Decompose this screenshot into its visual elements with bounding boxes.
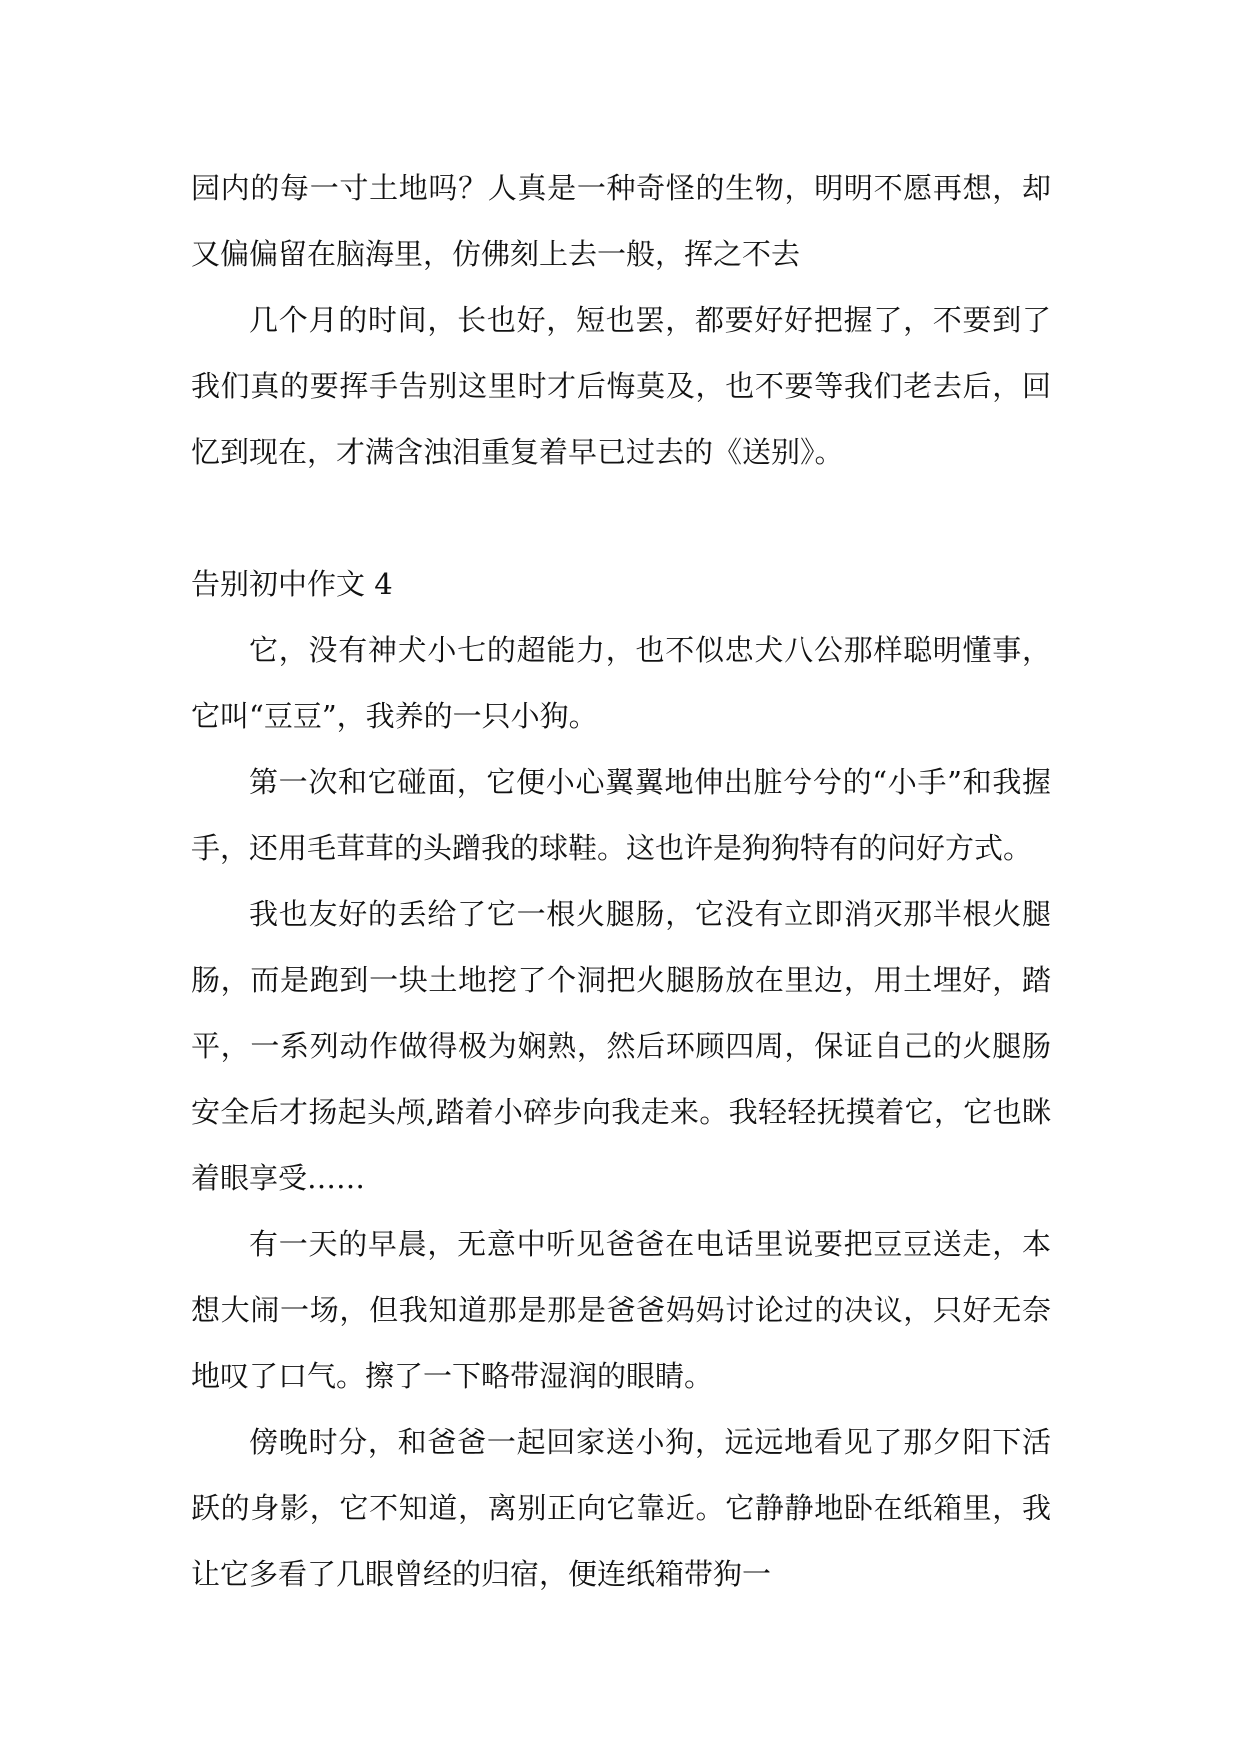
- paragraph: 它，没有神犬小七的超能力，也不似忠犬八公那样聪明懂事，它叫“豆豆”，我养的一只小狗。: [191, 633, 1051, 733]
- paragraph-continuation: 园内的每一寸土地吗？人真是一种奇怪的生物，明明不愿再想，却又偏偏留在脑海里，仿佛刻上去一般，挥之不去: [191, 171, 1051, 271]
- paragraph: 几个月的时间，长也好，短也罢，都要好好把握了，不要到了我们真的要挥手告别这里时才后悔莫及，也不要等我们老去后，回忆到现在，才满含浊泪重复着早已过去的《送别》。: [191, 303, 1051, 469]
- section-title: 告别初中作文 4: [191, 567, 393, 601]
- document-page: [191, 155, 1051, 1607]
- paragraph: 我也友好的丢给了它一根火腿肠，它没有立即消灭那半根火腿肠，而是跑到一块土地挖了个洞把火腿肠放在里边，用土埋好，踏平，一系列动作做得极为娴熟，然后环顾四周，保证自己的火腿肠安全后才扬起头颅,踏着小碎步向我走来。我轻轻抚摸着它，它也眯着眼享受……: [191, 897, 1051, 1195]
- paragraph: 第一次和它碰面，它便小心翼翼地伸出脏兮兮的“小手”和我握手，还用毛茸茸的头蹭我的球鞋。这也许是狗狗特有的问好方式。: [191, 765, 1051, 865]
- paragraph: 傍晚时分，和爸爸一起回家送小狗，远远地看见了那夕阳下活跃的身影，它不知道，离别正向它靠近。它静静地卧在纸箱里，我让它多看了几眼曾经的归宿，便连纸箱带狗一: [191, 1425, 1051, 1591]
- paragraph: 有一天的早晨，无意中听见爸爸在电话里说要把豆豆送走，本想大闹一场，但我知道那是那是爸爸妈妈讨论过的决议，只好无奈地叹了口气。擦了一下略带湿润的眼睛。: [191, 1227, 1051, 1393]
